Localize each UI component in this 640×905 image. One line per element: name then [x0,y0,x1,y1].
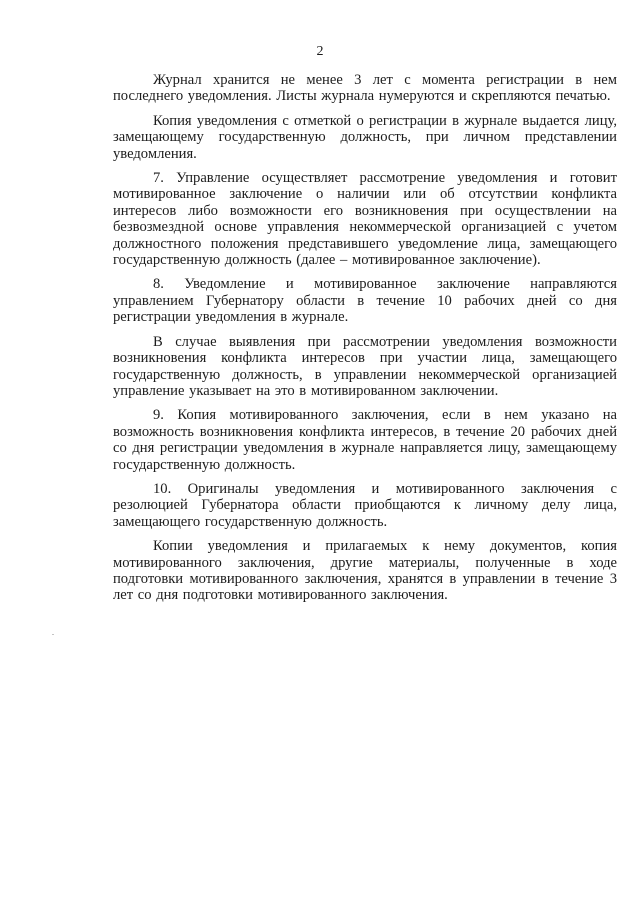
paragraph-item-9: 9. Копия мотивированного заключения, если в нем указано на возможность возникновения конфликта интересов, в течение 20 рабочих дней со дня регистрации уведомления в журнале направляется лицу, замещающему государственную должность. [113,407,617,473]
paragraph-copies-storage: Копии уведомления и прилагаемых к нему документов, копия мотивированного заключения, другие материалы, полученные в ходе подготовки мотивированного заключения, хранятся в управлении в течение 3 лет со дня подготовки мотивированного заключения. [113,538,617,604]
document-body [113,72,617,610]
paragraph-journal-storage: Журнал хранится не менее 3 лет с момента регистрации в нем последнего уведомления. Листы журнала нумеруются и скрепляются печатью. [113,72,617,105]
paragraph-conflict-case: В случае выявления при рассмотрении уведомления возможности возникновения конфликта интересов при участии лица, замещающего государственную должность, в управлении некоммерческой организацией управление указывает на это в мотивированном заключении. [113,333,617,399]
page-number: 2 [316,44,324,59]
paragraph-notification-copy: Копия уведомления с отметкой о регистрации в журнале выдается лицу, замещающему государственную должность, при личном представлении уведомления. [113,112,617,162]
paragraph-item-10: 10. Оригиналы уведомления и мотивированного заключения с резолюцией Губернатора области приобщаются к личному делу лица, замещающего государственную должность. [113,480,617,530]
paragraph-item-7: 7. Управление осуществляет рассмотрение уведомления и готовит мотивированное заключение о наличии или об отсутствии конфликта интересов либо возможности его возникновения при осуществлении на безвозмездной основе управления некоммерческой организацией с учетом должностного положения представившего уведомление лица, замещающего государственную должность (далее – мотивированное заключение). [113,170,617,269]
paragraph-item-8: 8. Уведомление и мотивированное заключение направляются управлением Губернатору области в течение 10 рабочих дней со дня регистрации уведомления в журнале. [113,276,617,326]
margin-mark: . [52,628,54,637]
